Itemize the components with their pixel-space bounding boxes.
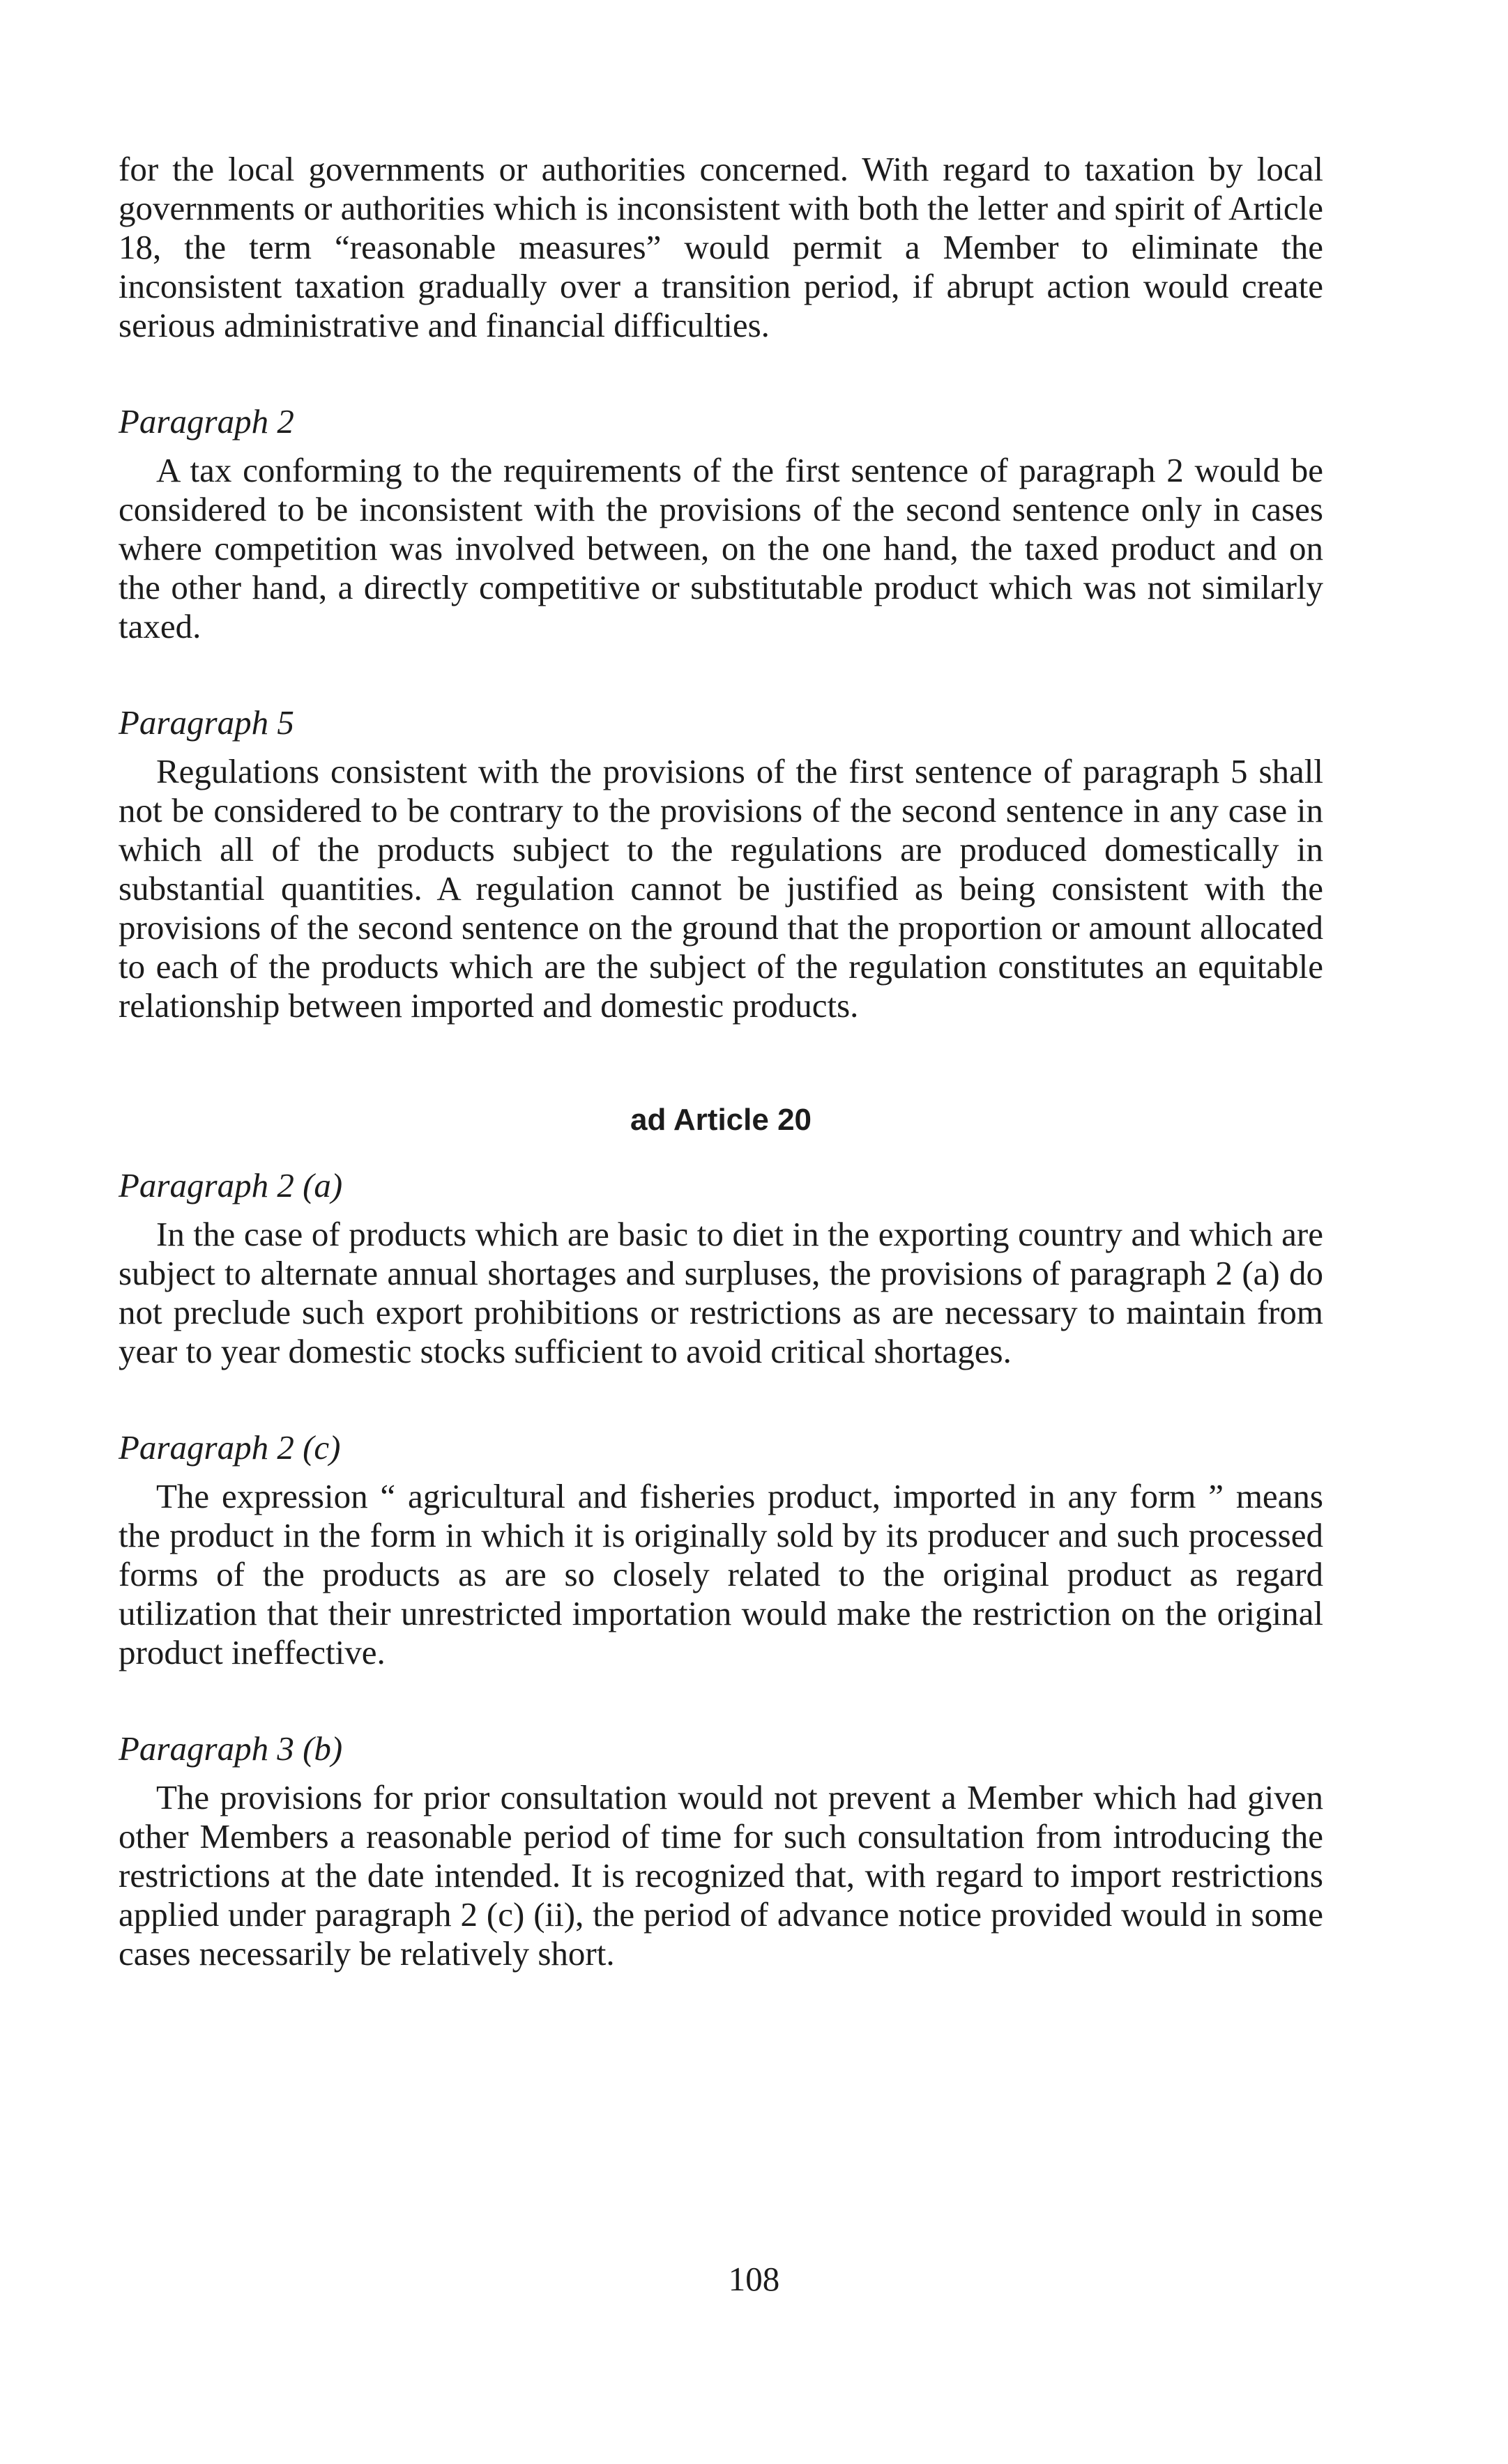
- art18-paragraph-2-text: A tax conforming to the requirements of the first sentence of paragraph 2 would be considered to be inconsistent with the provisions of the second sentence only in cases where competition was involved between, on the one hand, the taxed product and on the other hand, a directly competitive or substitutable product which was not similarly taxed.: [119, 451, 1323, 645]
- art20-paragraph-3b-text: The provisions for prior consultation would not prevent a Member which had given other Members a reasonable period of time for such consultation from introducing the restrictions at the date intended. It is recognized that, with regard to import restrictions applied under paragraph 2 (c) (ii), the period of advance notice provided would in some cases necessarily be relatively short.: [119, 1778, 1323, 1973]
- art18-paragraph-5-heading: Paragraph 5: [119, 703, 294, 742]
- art20-paragraph-2c-text: The expression “ agricultural and fisheries product, imported in any form ” means the product in the form in which it is originally sold by its producer and such processed forms of the products as are so closely related to the original product as regard utilization that their unrestricted importation would make the restriction on the original product ineffective.: [119, 1477, 1323, 1671]
- art18-paragraph-5-text: Regulations consistent with the provisions of the first sentence of paragraph 5 shall not be considered to be contrary to the provisions of the second sentence in any case in which all of the products subject to the regulations are produced domestically in substantial quantities. A regulation cannot be justified as being consistent with the provisions of the second sentence on the ground that the proportion or amount allocated to each of the products which are the subject of the regulation constitutes an equitable relationship between imported and domestic products.: [119, 752, 1323, 1025]
- art20-paragraph-3b-heading: Paragraph 3 (b): [119, 1729, 343, 1768]
- art20-paragraph-2c-heading: Paragraph 2 (c): [119, 1428, 341, 1467]
- intro-paragraph: for the local governments or authorities concerned. With regard to taxation by local governments or authorities which is inconsistent with both the letter and spirit of Article 18, the term “reasonable measures” would permit a Member to eliminate the inconsistent taxation gradually over a transition period, if abrupt action would create serious administrative and financial difficulties.: [119, 150, 1323, 344]
- page-body: [119, 150, 1323, 1973]
- article-20-title: ad Article 20: [630, 1103, 812, 1137]
- page-number: 108: [728, 2260, 780, 2298]
- art20-paragraph-2a-text: In the case of products which are basic to diet in the exporting country and which are subject to alternate annual shortages and surpluses, the provisions of paragraph 2 (a) do not preclude such export prohibitions or restrictions as are necessary to maintain from year to year domestic stocks sufficient to avoid critical shortages.: [119, 1215, 1323, 1370]
- art20-paragraph-2a-heading: Paragraph 2 (a): [119, 1166, 343, 1204]
- art18-paragraph-2-heading: Paragraph 2: [119, 402, 294, 441]
